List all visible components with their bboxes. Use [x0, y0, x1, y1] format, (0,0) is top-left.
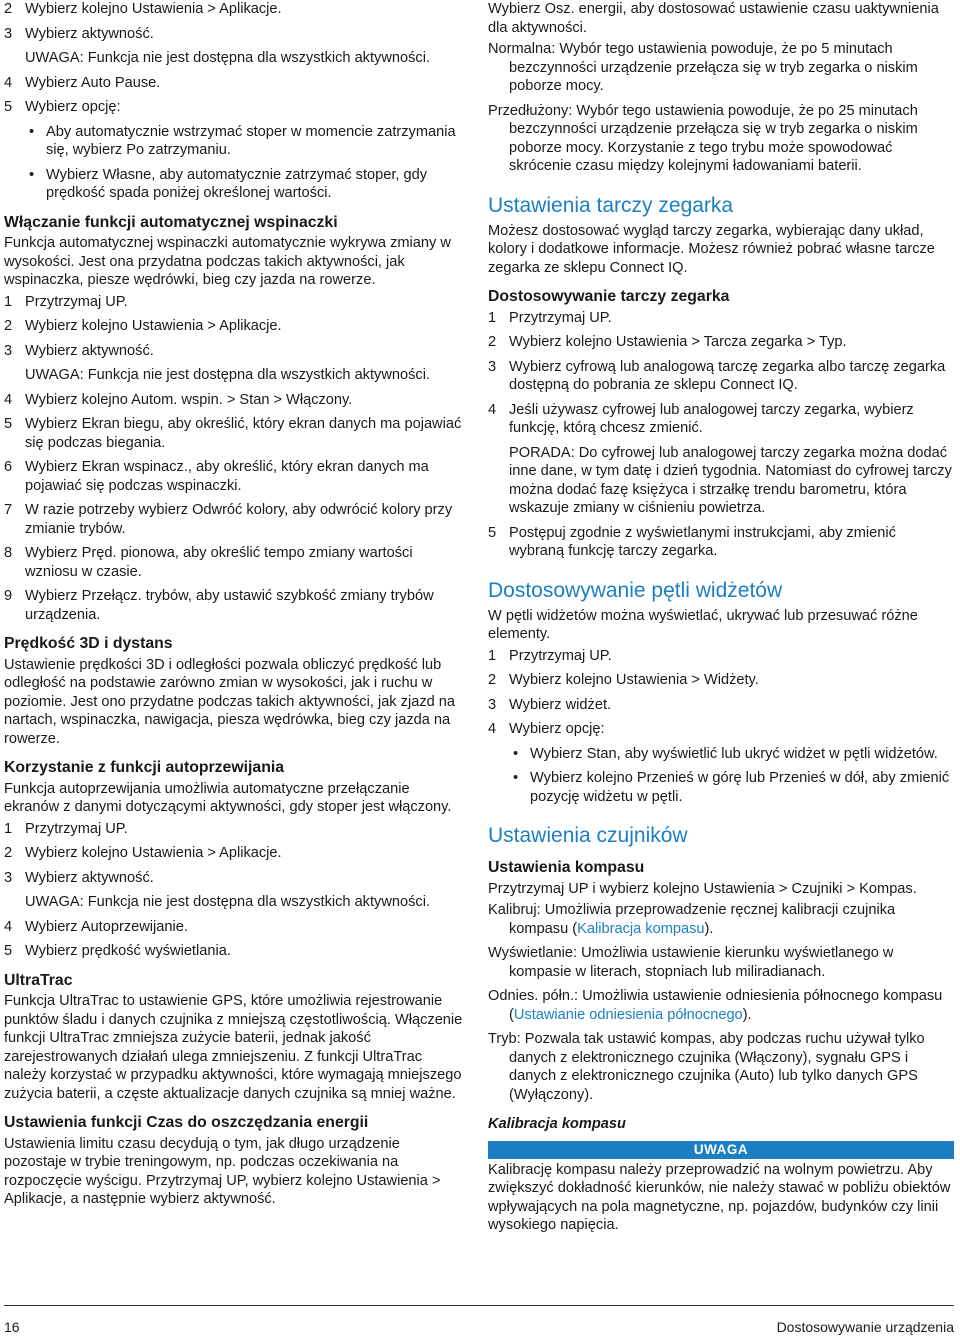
left-column [4, 0, 466, 1212]
bullet-item: • Aby automatycznie wstrzymać stoper w momencie zatrzymania się, wybierz Po zatrzymaniu. [29, 123, 456, 158]
paragraph: Funkcja UltraTrac to ustawienie GPS, które umożliwia rejestrowanie punktów śladu i danych czujnika z mniejszą częstotliwością. Włączenie funkcji UltraTrac zmniejsza zużycie baterii, jednak jakość zarejestrowanych działań ulega zmniejszeniu. Z funkcji UltraTrac należy korzystać w przypadku aktywności, które wymagają mniejszego zużycia baterii, a częste aktualizacje danych czujnika są mniej ważne. [4, 993, 463, 1102]
list-item: 2 Wybierz kolejno Ustawienia > Tarcza zegarka > Typ. [488, 334, 847, 350]
section-heading: UltraTrac [4, 971, 73, 989]
chapter-heading: Dostosowywanie pętli widżetów [488, 578, 783, 602]
page-number: 16 [4, 1319, 20, 1335]
calibration-link[interactable]: Kalibracja kompasu [577, 920, 705, 937]
chapter-heading: Ustawienia czujników [488, 824, 688, 847]
note-text: UWAGA: Funkcja nie jest dostępna dla wszystkich aktywności. [25, 367, 430, 383]
paragraph: W pętli widżetów można wyświetlać, ukrywać lub przesuwać różne elementy. [488, 607, 918, 642]
list-item: 4 Wybierz opcję: [488, 721, 605, 737]
footer-section-title: Dostosowywanie urządzenia [776, 1319, 954, 1335]
list-item: 6 Wybierz Ekran wspinacz., aby określić, który ekran danych ma pojawiać się podczas wspinaczki. [4, 459, 429, 494]
definition-item: Wyświetlanie: Umożliwia ustawienie kierunku wyświetlanego w kompasie w literach, stopniach lub miliradianach. [488, 945, 894, 980]
list-item: 5 Wybierz opcję: [4, 99, 121, 115]
list-item: 5 Postępuj zgodnie z wyświetlanymi instrukcjami, aby zmienić wybraną funkcję tarczy zegarka. [488, 524, 896, 559]
list-item: 9 Wybierz Przełącz. trybów, aby ustawić szybkość zmiany trybów urządzenia. [4, 588, 434, 623]
paragraph: Wybierz Osz. energii, aby dostosować ustawienie czasu uaktywnienia dla aktywności. [488, 1, 939, 36]
list-item: 4 Jeśli używasz cyfrowej lub analogowej tarczy zegarka, wybierz funkcję, którą chcesz zmienić. [488, 401, 914, 436]
section-heading: Prędkość 3D i dystans [4, 635, 173, 652]
section-heading: Korzystanie z funkcji autoprzewijania [4, 759, 285, 776]
bullet-item: • Wybierz Własne, aby automatycznie zatrzymać stoper, gdy prędkość spada poniżej określonej wartości. [29, 166, 428, 201]
page-footer [4, 1305, 954, 1335]
list-item: 1 Przytrzymaj UP. [488, 647, 612, 664]
list-item: 4 Wybierz Autoprzewijanie. [4, 918, 188, 935]
list-item: 1 Przytrzymaj UP. [4, 293, 128, 310]
list-item: 3 Wybierz cyfrową lub analogową tarczę zegarka albo tarczę zegarka dostępną do pobrania ze sklepu Connect IQ. [488, 358, 946, 393]
list-item: 5 Wybierz prędkość wyświetlania. [4, 943, 231, 959]
list-item: 2 Wybierz kolejno Ustawienia > Aplikacje. [4, 845, 282, 861]
list-item: 4 Wybierz Auto Pause. [4, 74, 161, 91]
list-item: 8 Wybierz Pręd. pionowa, aby określić tempo zmiany wartości wzniosu w czasie. [4, 545, 413, 580]
paragraph: Kalibrację kompasu należy przeprowadzić na wolnym powietrzu. Aby zwiększyć dokładność kierunków, nie należy stawać w pobliżu obiektów wpływających na pola magnetyczne, np. pojazdów, budynków czy linii wysokiego napięcia. [488, 1161, 951, 1233]
list-item: 3 Wybierz aktywność. [4, 342, 154, 359]
list-item: 1 Przytrzymaj UP. [488, 309, 612, 326]
warning-banner: UWAGA [488, 1141, 954, 1159]
paragraph: Ustawienia limitu czasu decydują o tym, jak długo urządzenie pozostaje w trybie treningowym, np. podczas oczekiwania na rozpoczęcie wyścigu. Przytrzymaj UP, wybierz kolejno Ustawienia > Aplikacje, a następnie wybierz aktywność. [4, 1135, 441, 1207]
tip-text: PORADA: Do cyfrowej lub analogowej tarczy zegarka można dodać inne dane, w tym datę i dzień tygodnia. Natomiast do cyfrowej tarczy można dodać fazę księżyca i strzałkę trendu barometru, która wskazuje zmiany w ciśnieniu powietrza. [509, 444, 952, 516]
note-text: UWAGA: Funkcja nie jest dostępna dla wszystkich aktywności. [25, 894, 430, 910]
section-heading: Ustawienia kompasu [488, 859, 645, 876]
list-item: 2 Wybierz kolejno Ustawienia > Aplikacje. [4, 1, 282, 17]
list-item: 3 Wybierz aktywność. [4, 869, 154, 886]
section-heading: Dostosowywanie tarczy zegarka [488, 288, 730, 305]
list-item: 2 Wybierz kolejno Ustawienia > Widżety. [488, 672, 759, 688]
right-column [488, 0, 954, 1238]
paragraph: Funkcja autoprzewijania umożliwia automatyczne przełączanie ekranów z danymi dotyczącymi aktywności, gdy stoper jest włączony. [4, 780, 452, 815]
note-text: UWAGA: Funkcja nie jest dostępna dla wszystkich aktywności. [25, 50, 430, 66]
subsection-heading: Kalibracja kompasu [488, 1116, 626, 1132]
list-item: 3 Wybierz aktywność. [4, 25, 154, 42]
list-item: 2 Wybierz kolejno Ustawienia > Aplikacje. [4, 318, 282, 334]
definition-item: Przedłużony: Wybór tego ustawienia powoduje, że po 25 minutach bezczynności urządzenie przełącza się w tryb zegarka o niskim poborze mocy. Korzystanie z tego trybu może spowodować skrócenie czasu między kolejnymi ładowaniami baterii. [488, 102, 918, 174]
list-item: 1 Przytrzymaj UP. [4, 820, 128, 837]
paragraph: Możesz dostosować wygląd tarczy zegarka, wybierając dany układ, kolory i dodatkowe informacje. Możesz również pobrać własne tarcze zegarka ze sklepu Connect IQ. [488, 222, 935, 276]
list-item: 3 Wybierz widżet. [488, 696, 612, 713]
definition-item: Kalibruj: Umożliwia przeprowadzenie ręcznej kalibracji czujnika kompasu (Kalibracja kompasu). [488, 902, 896, 937]
north-reference-link[interactable]: Ustawianie odniesienia północnego [513, 1006, 743, 1023]
definition-item: Tryb: Pozwala tak ustawić kompas, aby podczas ruchu używał tylko danych z elektronicznego czujnika (Włączony), sygnału GPS i danych z elektronicznego czujnika (Auto) lub tylko danych GPS (Wyłączony). [488, 1031, 925, 1103]
chapter-heading: Ustawienia tarczy zegarka [488, 193, 734, 217]
definition-item: Normalna: Wybór tego ustawienia powoduje, że po 5 minutach bezczynności urządzenie przełącza się w tryb zegarka o niskim poborze mocy. [488, 41, 918, 94]
list-item: 5 Wybierz Ekran biegu, aby określić, który ekran danych ma pojawiać się podczas biegania. [4, 416, 462, 451]
list-item: 7 W razie potrzeby wybierz Odwróć kolory, aby odwrócić kolory przy zmianie trybów. [4, 502, 453, 537]
section-heading: Włączanie funkcji automatycznej wspinaczki [4, 213, 338, 231]
paragraph: Przytrzymaj UP i wybierz kolejno Ustawienia > Czujniki > Kompas. [488, 880, 917, 897]
paragraph: Ustawienie prędkości 3D i odległości pozwala obliczyć prędkość lub odległość na podstawie zarówno zmian w wysokości, jak i ruchu w poziomie. Jest ono przydatne podczas takich aktywności, jak zjazd na nartach, wspinaczka, nawigacja, piesza wędrówka, bieg czy jazda na rowerze. [4, 656, 456, 747]
definition-item: Odnies. półn.: Umożliwia ustawienie odniesienia północnego kompasu (Ustawianie odniesienia północnego). [488, 988, 943, 1023]
list-item: 4 Wybierz kolejno Autom. wspin. > Stan > Włączony. [4, 391, 353, 408]
section-heading: Ustawienia funkcji Czas do oszczędzania energii [4, 1114, 369, 1131]
paragraph: Funkcja automatycznej wspinaczki automatycznie wykrywa zmiany w wysokości. Jest ona przydatna podczas takich aktywności, jak wspinaczka, piesze wędrówki, bieg czy jazda na rowerze. [4, 235, 451, 288]
bullet-item: • Wybierz kolejno Przenieś w górę lub Przenieś w dół, aby zmienić pozycję widżetu w pętli. [513, 770, 950, 805]
bullet-item: • Wybierz Stan, aby wyświetlić lub ukryć widżet w pętli widżetów. [513, 745, 938, 762]
